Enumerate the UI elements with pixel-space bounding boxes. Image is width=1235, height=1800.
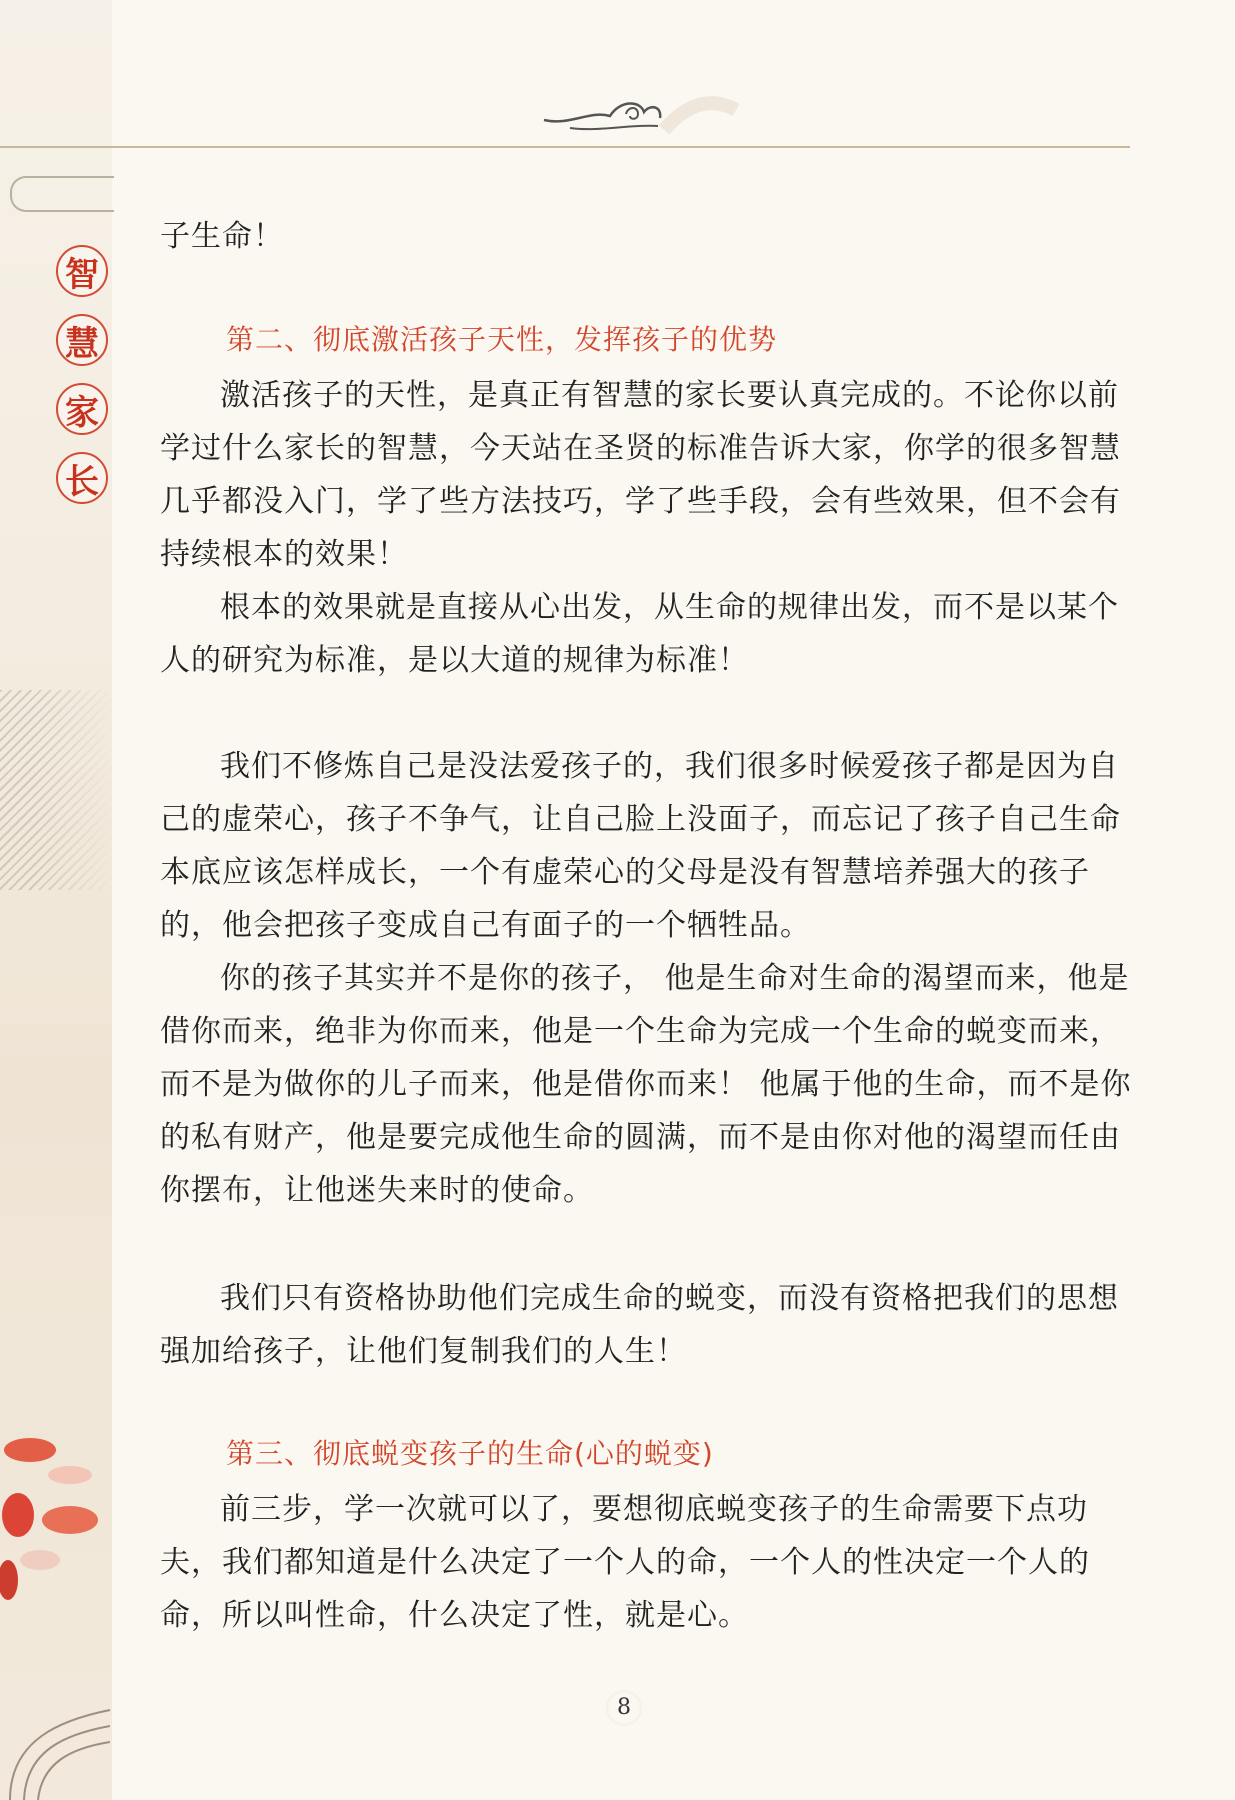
wave-pattern-decoration [0,690,112,890]
paragraph-text: 激活孩子的天性，是真正有智慧的家长要认真完成的。不论你以前学过什么家长的智慧，今天站在圣贤的标准告诉大家，你学的很多智慧几乎都没入门，学了些方法技巧，学了些手段，会有些效果，但不会有持续根本的效果！ [160,378,1121,572]
vertical-title-char: 长 [56,452,108,504]
section-heading: 第三、彻底蜕变孩子的生命(心的蜕变) [226,1437,714,1470]
vertical-title-char: 家 [56,383,108,435]
paragraph-text: 子生命！ [160,219,284,254]
page-number: 8 [606,1690,642,1726]
side-tab-frame [10,176,114,212]
paragraph-text: 根本的效果就是直接从心出发，从生命的规律出发，而不是以某个人的研究为标准，是以大道的规律为标准！ [160,590,1119,678]
body-paragraph [160,740,1135,1217]
body-paragraph [160,210,1135,263]
body-paragraph [160,369,1135,687]
red-flower-decoration [0,1420,112,1600]
paragraph-text: 你的孩子其实并不是你的孩子， 他是生命对生命的渴望而来，他是借你而来，绝非为你而来，他是一个生命为完成一个生命的蜕变而来，而不是为做你的儿子而来，他是借你而来！ 他属于他的生命，而不是你的私有财产，他是要完成他生命的圆满，而不是由你对他的渴望而任由你摆布，让他迷失来时的使命。 [160,961,1132,1208]
vertical-title-char: 智 [56,245,108,297]
vertical-title-char: 慧 [56,314,108,366]
swirl-decoration [0,1680,112,1800]
section-heading: 第二、彻底激活孩子天性，发挥孩子的优势 [226,323,778,356]
paragraph-text: 我们不修炼自己是没法爱孩子的，我们很多时候爱孩子都是因为自己的虚荣心，孩子不争气，让自己脸上没面子，而忘记了孩子自己生命本底应该怎样成长，一个有虚荣心的父母是没有智慧培养强大的孩子的，他会把孩子变成自己有面子的一个牺牲品。 [160,749,1121,943]
paragraph-text: 我们只有资格协助他们完成生命的蜕变，而没有资格把我们的思想强加给孩子，让他们复制我们的人生！ [160,1281,1119,1369]
body-paragraph [160,1483,1135,1642]
paragraph-text: 前三步，学一次就可以了，要想彻底蜕变孩子的生命需要下点功夫，我们都知道是什么决定了一个人的命，一个人的性决定一个人的命，所以叫性命，什么决定了性，就是心。 [160,1492,1090,1633]
cloud-ornament-icon [540,90,740,134]
body-paragraph [160,1272,1135,1378]
header-rule [0,146,1130,148]
